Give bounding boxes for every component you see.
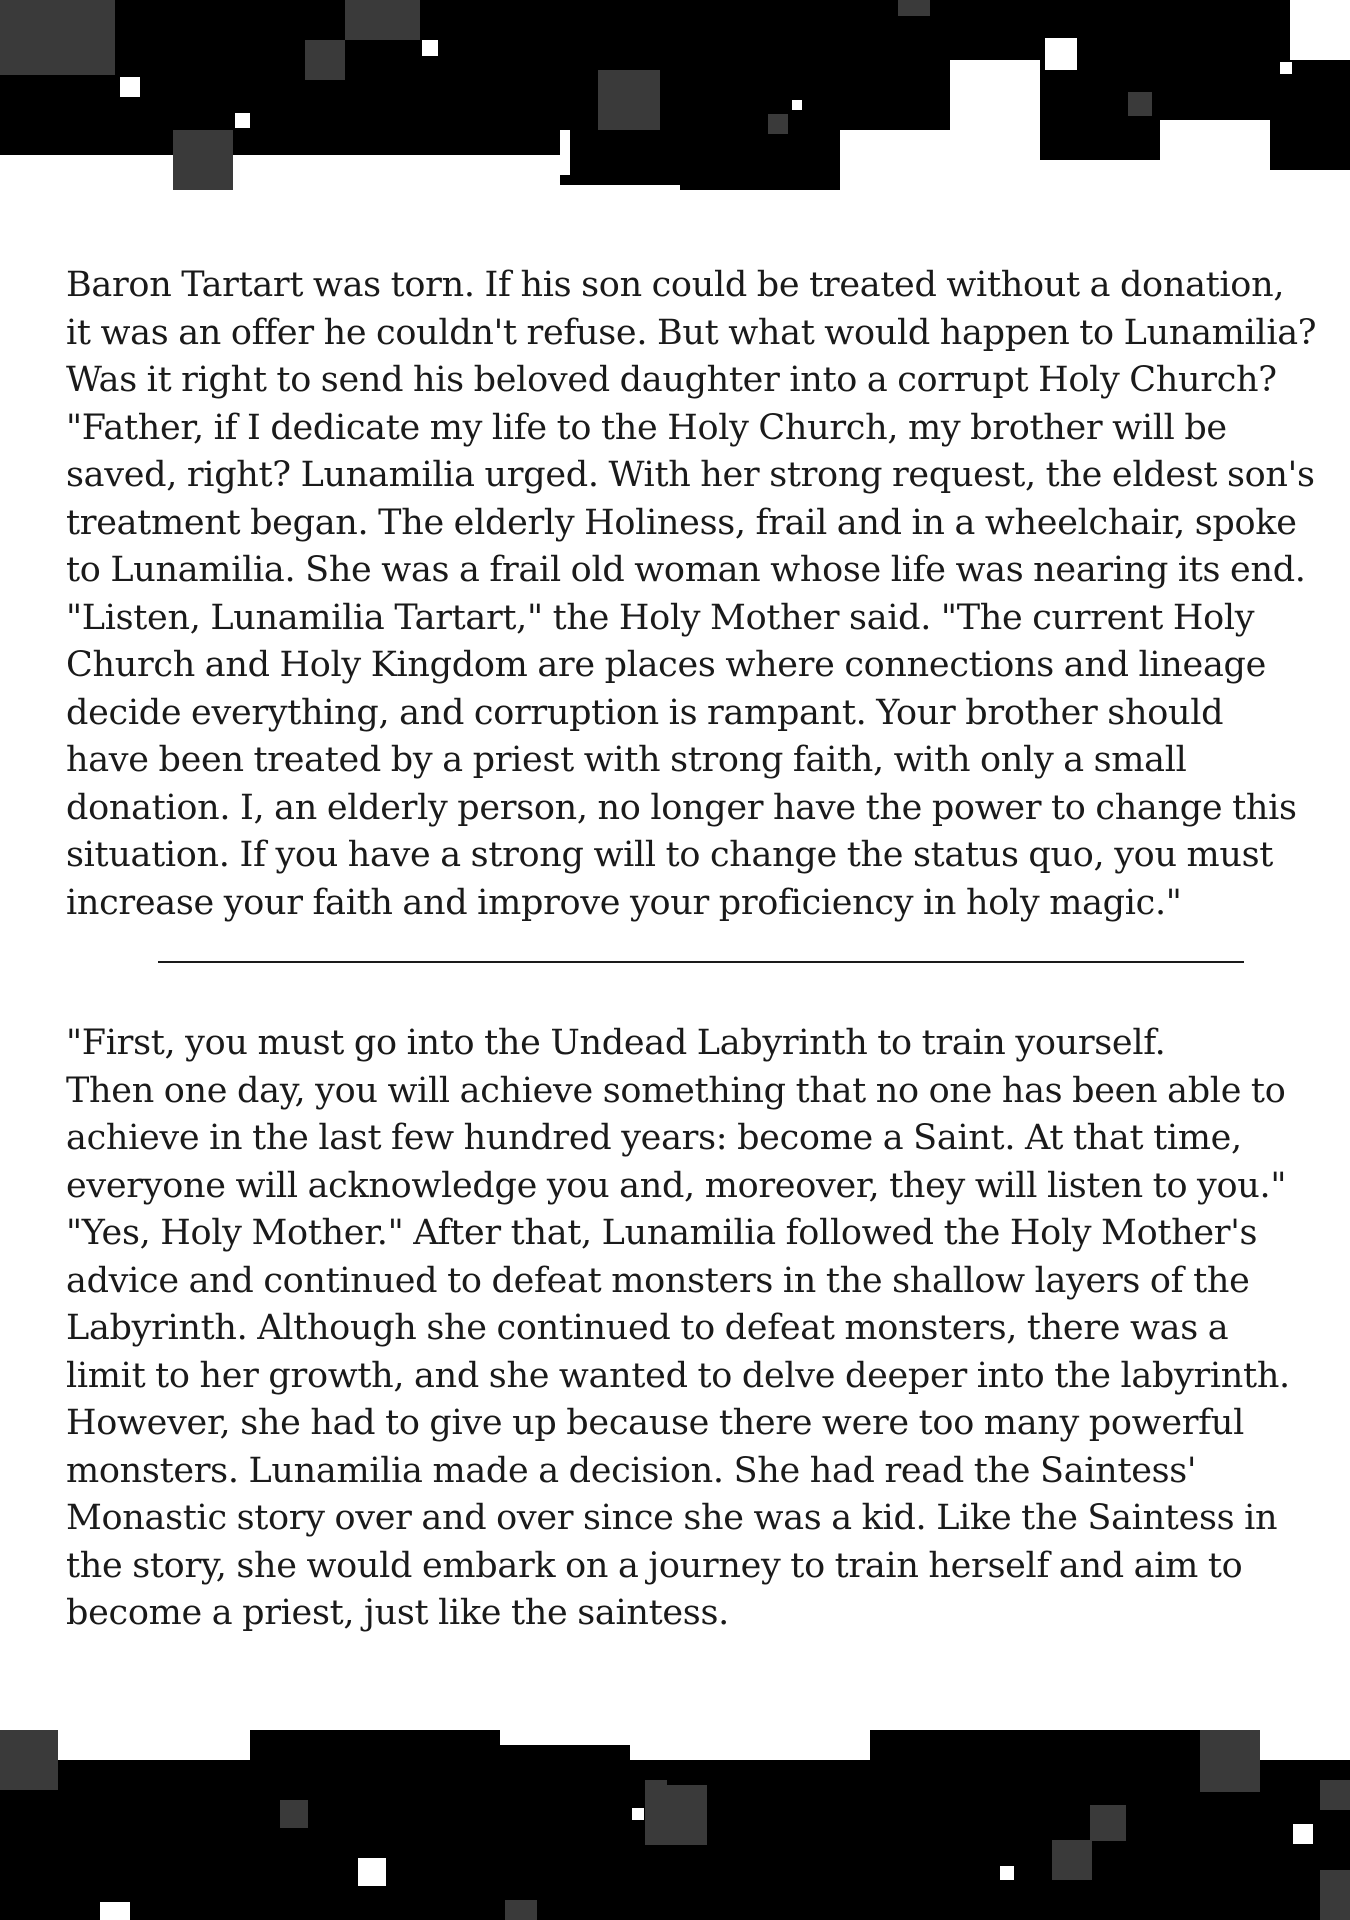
text-line: saved, right? Lunamilia urged. With her strong request, the eldest son's	[66, 455, 1315, 495]
text-line: "Listen, Lunamilia Tartart," the Holy Mother said. "The current Holy	[66, 597, 1255, 638]
text-line: increase your faith and improve your proficiency in holy magic."	[66, 882, 1182, 923]
text-line: "First, you must go into the Undead Labyrinth to train yourself.	[66, 1023, 1166, 1063]
text-line: become a priest, just like the saintess.	[66, 1593, 729, 1633]
section-divider	[158, 961, 1244, 963]
text-line: it was an offer he couldn't refuse. But what would happen to Lunamilia?	[66, 312, 1317, 353]
text-line: decide everything, and corruption is rampant. Your brother should	[66, 692, 1224, 733]
text-line: to Lunamilia. She was a frail old woman whose life was nearing its end.	[66, 550, 1306, 590]
text-line: treatment began. The elderly Holiness, frail and in a wheelchair, spoke	[66, 502, 1297, 543]
text-line: Then one day, you will achieve something that no one has been able to	[66, 1070, 1286, 1111]
top-pixel-border	[0, 0, 1350, 200]
text-line: situation. If you have a strong will to change the status quo, you must	[66, 835, 1274, 875]
text-line: have been treated by a priest with strong faith, with only a small	[66, 740, 1187, 780]
top-pixel-pattern	[0, 0, 1350, 200]
text-line: Was it right to send his beloved daughter into a corrupt Holy Church?	[66, 360, 1277, 400]
text-line: donation. I, an elderly person, no longer have the power to change this	[66, 787, 1297, 828]
text-line: advice and continued to defeat monsters in the shallow layers of the	[66, 1260, 1250, 1301]
text-line: limit to her growth, and she wanted to delve deeper into the labyrinth.	[66, 1355, 1290, 1396]
text-line: Baron Tartart was torn. If his son could be treated without a donation,	[66, 265, 1285, 305]
text-line: everyone will acknowledge you and, moreover, they will listen to you."	[66, 1165, 1287, 1206]
text-line: Church and Holy Kingdom are places where connections and lineage	[66, 645, 1267, 685]
bottom-pixel-border	[0, 1690, 1350, 1920]
text-line: the story, she would embark on a journey to train herself and aim to	[66, 1545, 1243, 1586]
paragraph-1	[66, 262, 1317, 927]
text-line: Monastic story over and over since she was a kid. Like the Saintess in	[66, 1498, 1278, 1538]
text-line: "Father, if I dedicate my life to the Holy Church, my brother will be	[66, 407, 1227, 448]
bottom-pixel-pattern	[0, 1690, 1350, 1920]
text-line: monsters. Lunamilia made a decision. She had read the Saintess'	[66, 1450, 1197, 1491]
paragraph-2	[66, 1020, 1306, 1638]
text-line: Labyrinth. Although she continued to defeat monsters, there was a	[66, 1308, 1229, 1348]
text-line: "Yes, Holy Mother." After that, Lunamilia followed the Holy Mother's	[66, 1213, 1258, 1253]
text-line: achieve in the last few hundred years: become a Saint. At that time,	[66, 1118, 1242, 1158]
text-line: However, she had to give up because there were too many powerful	[66, 1403, 1244, 1443]
